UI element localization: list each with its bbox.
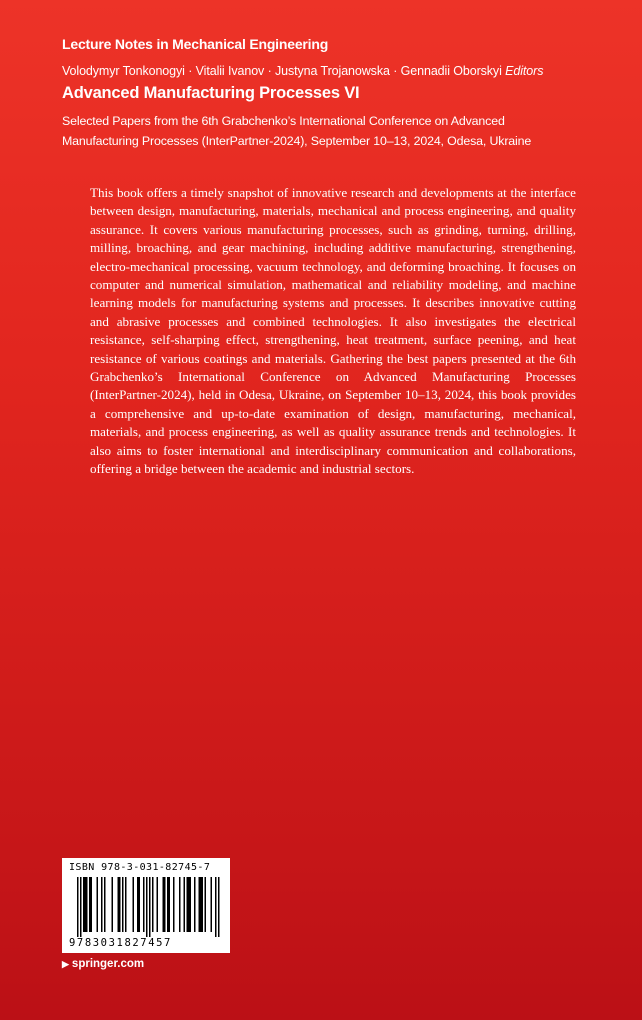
barcode-bar [86,877,88,932]
barcode-bar [187,877,189,932]
barcode-bar [163,877,165,932]
barcode-bar [83,877,85,932]
editor-names: Volodymyr Tonkonogyi · Vitalii Ivanov · Justyna Trojanowska · Gennadii Oborskyi [62,64,502,78]
barcode-bar [188,877,190,932]
barcode-bar [169,877,171,932]
barcode-bar [146,877,148,937]
barcode-bar [122,877,124,932]
barcode-bar [211,877,213,932]
barcode-bar [205,877,207,932]
book-title: Advanced Manufacturing Processes VI [62,84,360,102]
barcode-bar [167,877,169,932]
barcode-bar [200,877,202,932]
barcode-bar [199,877,201,932]
barcode-bar [104,877,106,932]
barcode-bar [133,877,135,932]
barcode-bar [157,877,159,932]
book-subtitle: Selected Papers from the 6th Grabchenko’s International Conference on Advanced Manufacturing Processes (InterPartner-2024), September 10–13, 2024, Odesa, Ukraine [62,114,532,148]
barcode-bar [143,877,145,932]
barcode-bar [179,877,181,932]
barcode-bar [164,877,166,932]
barcode-bar [139,877,141,932]
barcode-bar [149,877,151,937]
editors-line [62,64,543,78]
barcode-bar [85,877,87,932]
barcode-bar [215,877,217,937]
editors-role: Editors [505,64,544,78]
barcode-bar [137,877,139,932]
book-description: This book offers a timely snapshot of innovative research and developments at the interface between design, manufacturing, materials, mechanical and process engineering, and quality assurance. It covers various manufacturing processes, such as grinding, turning, drilling, milling, broaching, and gear machining, including additive manufacturing, strengthening, electro-mechanical processing, vacuum technology, and deforming broaching. It focuses on computer and numerical simulation, mathematical and reliability modeling, and machine learning models for manufacturing systems and processes. It describes innovative cutting and abrasive processes and combined technologies. It also investigates the electrical resistance, self-sharping effect, strengthening, heat treatment, surface peening, and heat resistance of various coatings and materials. Gathering the best papers presented at the 6th Grabchenko’s International Conference on Advanced Manufacturing Processes (InterPartner-2024), held in Odesa, Ukraine, on September 10–13, 2024, this book provides a comprehensive and up-to-date examination of design, manufacturing, mechanical, materials, and process engineering, as well as quality assurance trends and technologies. It also aims to foster international and interdisciplinary communication and collaborations, offering a bridge between the academic and industrial sectors. [90,185,576,477]
barcode-icon [69,877,223,937]
barcode-bar [97,877,99,932]
barcode-bar [101,877,103,932]
barcode-bar [91,877,93,932]
barcode-bar [89,877,91,932]
barcode-bar [112,877,114,932]
barcode-bar [173,877,175,932]
barcode-bar [118,877,120,932]
publisher-url: springer.com [71,958,145,970]
barcode-bar [218,877,220,937]
barcode-bar [184,877,186,932]
series-name: Lecture Notes in Mechanical Engineering [62,36,329,52]
barcode-digits: 9783031827457 [69,937,172,949]
barcode-bar [125,877,127,932]
barcode-bar [119,877,121,932]
triangle-right-icon: ▶ [62,958,69,969]
barcode-bar [190,877,192,932]
isbn-label: ISBN 978-3-031-82745-7 [69,862,211,873]
barcode-bar [194,877,196,932]
barcode-bar [80,877,82,937]
barcode-box [62,858,230,953]
barcode-bar [77,877,79,937]
barcode-bar [202,877,204,932]
publisher-link[interactable] [62,958,144,970]
barcode-bar [152,877,154,932]
